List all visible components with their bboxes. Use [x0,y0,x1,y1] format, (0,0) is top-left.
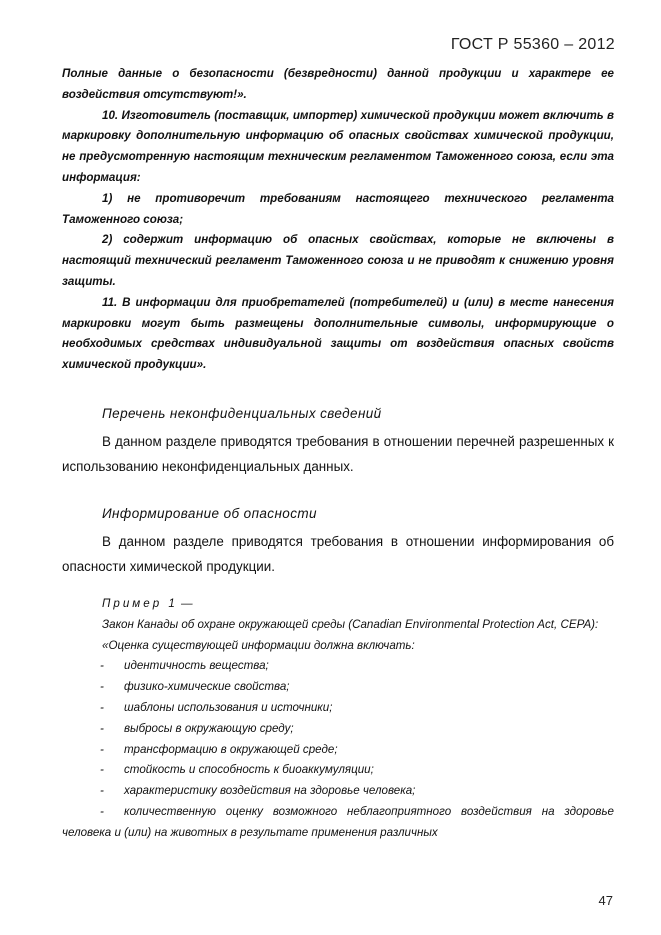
list-item [62,781,614,802]
list-item-text: стойкость и способность к биоаккумуляции; [124,763,374,777]
bullet-dash: - [100,763,104,777]
list-item-text: количественную оценку возможного неблагоприятного воздействия на здоровье человека и (или) на животных в результате применения различных [62,804,614,839]
example-intro: «Оценка существующей информации должна включать: [102,638,415,652]
list-item [62,719,614,740]
bullet-dash: - [100,659,104,673]
list-item-text: физико-химические свойства; [124,680,290,694]
list-item [62,740,614,761]
paragraph: 11. В информации для приобретателей (потребителей) и (или) в месте нанесения маркировки могут быть размещены дополнительные символы, информирующие о необходимых средствах индивидуальной защиты от воздействия опасных свойств химической продукции». [62,295,614,372]
bullet-dash: - [100,742,104,756]
paragraph: 10. Изготовитель (поставщик, импортер) химической продукции может включить в маркировку дополнительную информацию об опасных свойствах химической продукции, не предусмотренную настоящим техническим регламентом Таможенного союза, если эта информация: [62,108,614,184]
list-item [62,698,614,719]
example-dash: — [181,597,193,610]
list-item [62,656,614,677]
example-label [62,594,614,615]
section-body [62,429,614,479]
list-item [62,802,614,844]
section-title: Перечень неконфиденциальных сведений [102,406,382,421]
list-item-text: трансформацию в окружающей среде; [124,742,338,756]
paragraph: 1) не противоречит требованиям настоящего технического регламента Таможенного союза; [62,191,614,226]
example-law: Закон Канады об охране окружающей среды (Canadian Environmental Protection Act, CEPA): [102,617,599,631]
section-body [62,529,614,579]
list-item [62,760,614,781]
regulation-block [62,64,614,376]
example-label-text: Пример 1 [102,597,178,610]
paragraph: Полные данные о безопасности (безвредности) данной продукции и характере ее воздействия отсутствуют!». [62,67,614,101]
document-code-header: ГОСТ Р 55360 – 2012 [450,36,615,53]
paragraph: В данном разделе приводятся требования в отношении информирования об опасности химической продукции. [62,534,614,574]
paragraph: 2) содержит информацию об опасных свойствах, которые не включены в настоящий технический регламент Таможенного союза и не приводят к снижению уровня защиты. [62,233,614,288]
page-number: 47 [598,893,613,908]
section-title: Информирование об опасности [102,506,317,521]
list-item-text: шаблоны использования и источники; [124,700,333,714]
example-block [62,594,614,844]
list-item-text: характеристику воздействия на здоровье человека; [124,784,416,798]
bullet-dash: - [100,700,104,714]
list-item-text: идентичность вещества; [124,659,269,673]
paragraph: В данном разделе приводятся требования в отношении перечней разрешенных к использованию неконфиденциальных данных. [62,434,614,474]
bullet-dash: - [100,784,104,798]
bullet-dash: - [100,804,104,818]
bullet-dash: - [100,680,104,694]
bullet-dash: - [100,721,104,735]
list-item [62,677,614,698]
list-item-text: выбросы в окружающую среду; [124,721,294,735]
